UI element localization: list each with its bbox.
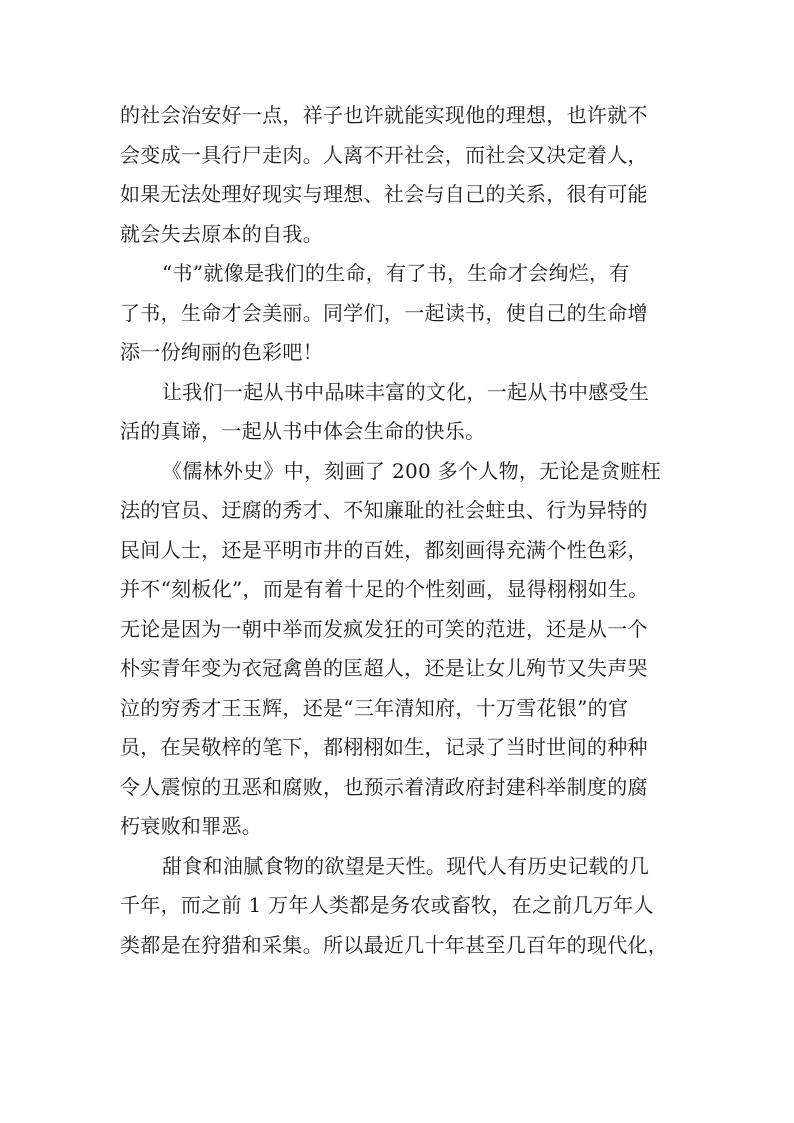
- paragraph-start-line: “书”就像是我们的生命，有了书，生命才会绚烂，有: [162, 261, 630, 285]
- text-line: 活的真谛，一起从书中体会生命的快乐。: [120, 419, 486, 443]
- text-line: 法的官员、迂腐的秀才、不知廉耻的社会蛀虫、行为异特的: [120, 498, 648, 522]
- text-line: 添一份绚丽的色彩吧！: [120, 340, 323, 364]
- text-line: 员，在吴敬梓的笔下，都栩栩如生，记录了当时世间的种种: [120, 735, 648, 759]
- text-line: 民间人士，还是平明市井的百姓，都刻画得充满个性色彩，: [120, 537, 648, 562]
- paragraph-start-line: 甜食和油腻食物的欲望是天性。现代人有历史记载的几: [162, 853, 650, 878]
- text-line: 的社会治安好一点，祥子也许就能实现他的理想，也许就不: [120, 103, 648, 127]
- body-text: [120, 96, 690, 965]
- text-line: 令人震惊的丑恶和腐败，也预示着清政府封建科举制度的腐: [120, 774, 648, 799]
- text-line: 会变成一具行尸走肉。人离不开社会，而社会又决定着人，: [120, 142, 648, 167]
- text-line: 了书，生命才会美丽。同学们，一起读书，使自己的生命增: [120, 300, 648, 325]
- text-line: 朴实青年变为衣冠禽兽的匡超人，还是让女儿殉节又失声哭: [120, 656, 648, 680]
- text-line: 朽衰败和罪恶。: [120, 814, 263, 838]
- text-line: 如果无法处理好现实与理想、社会与自己的关系，很有可能: [120, 182, 648, 206]
- text-line: 泣的穷秀才王玉辉，还是“三年清知府，十万雪花银”的官: [120, 695, 629, 720]
- text-line: 类都是在狩猎和采集。所以最近几十年甚至几百年的现代化，: [120, 932, 669, 957]
- text-line: 并不“刻板化”，而是有着十足的个性刻画，显得栩栩如生。: [120, 577, 649, 601]
- paragraph-start-line: 《儒林外史》中，刻画了 200 多个人物，无论是贪赃枉: [162, 458, 661, 483]
- text-line: 千年，而之前 1 万年人类都是务农或畜牧，在之前几万年人: [120, 893, 654, 917]
- paragraph-start-line: 让我们一起从书中品味丰富的文化，一起从书中感受生: [162, 379, 650, 404]
- text-line: 无论是因为一朝中举而发疯发狂的可笑的范进，还是从一个: [120, 616, 648, 641]
- text-line: 就会失去原本的自我。: [120, 221, 323, 246]
